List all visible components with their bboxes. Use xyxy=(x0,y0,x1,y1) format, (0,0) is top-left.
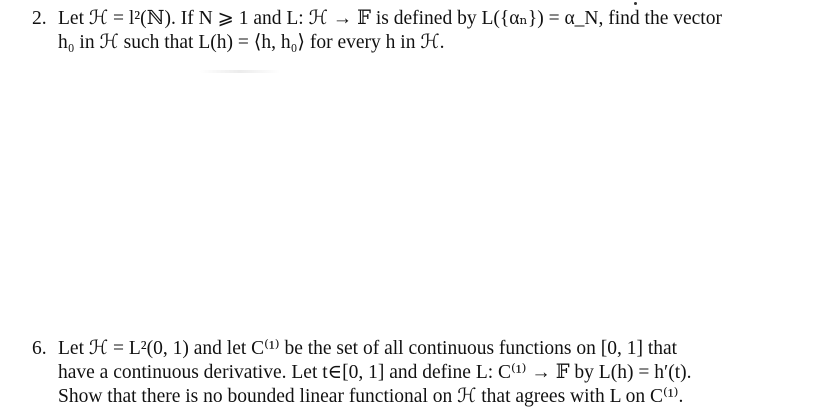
problem-2-text-line-1: Let ℋ = l²(ℕ). If N ⩾ 1 and L: ℋ → 𝔽 is defined by L({αₙ}) = α_N, find the vector xyxy=(58,8,722,29)
ink-dot-mark xyxy=(634,2,637,5)
problem-2-text-line-2: h₀ in ℋ such that L(h) = ⟨h, h₀⟩ for every h in ℋ. xyxy=(58,32,445,53)
problem-6-text-line-2: have a continuous derivative. Let t∈[0, 1] and define L: C⁽¹⁾ → 𝔽 by L(h) = h′(t). xyxy=(58,362,692,383)
problem-6-number: 6. xyxy=(32,338,47,359)
problem-2 xyxy=(32,7,812,55)
problem-6-text-line-3: Show that there is no bounded linear functional on ℋ that agrees with L on C⁽¹⁾. xyxy=(58,386,684,407)
problem-2-number: 2. xyxy=(32,8,47,29)
problem-6-text-line-1: Let ℋ = L²(0, 1) and let C⁽¹⁾ be the set of all continuous functions on [0, 1] that xyxy=(58,338,678,359)
problem-6-line-1 xyxy=(32,337,812,361)
problem-2-line-1 xyxy=(32,7,812,31)
problem-6 xyxy=(32,337,812,409)
scan-smudge xyxy=(200,70,280,73)
